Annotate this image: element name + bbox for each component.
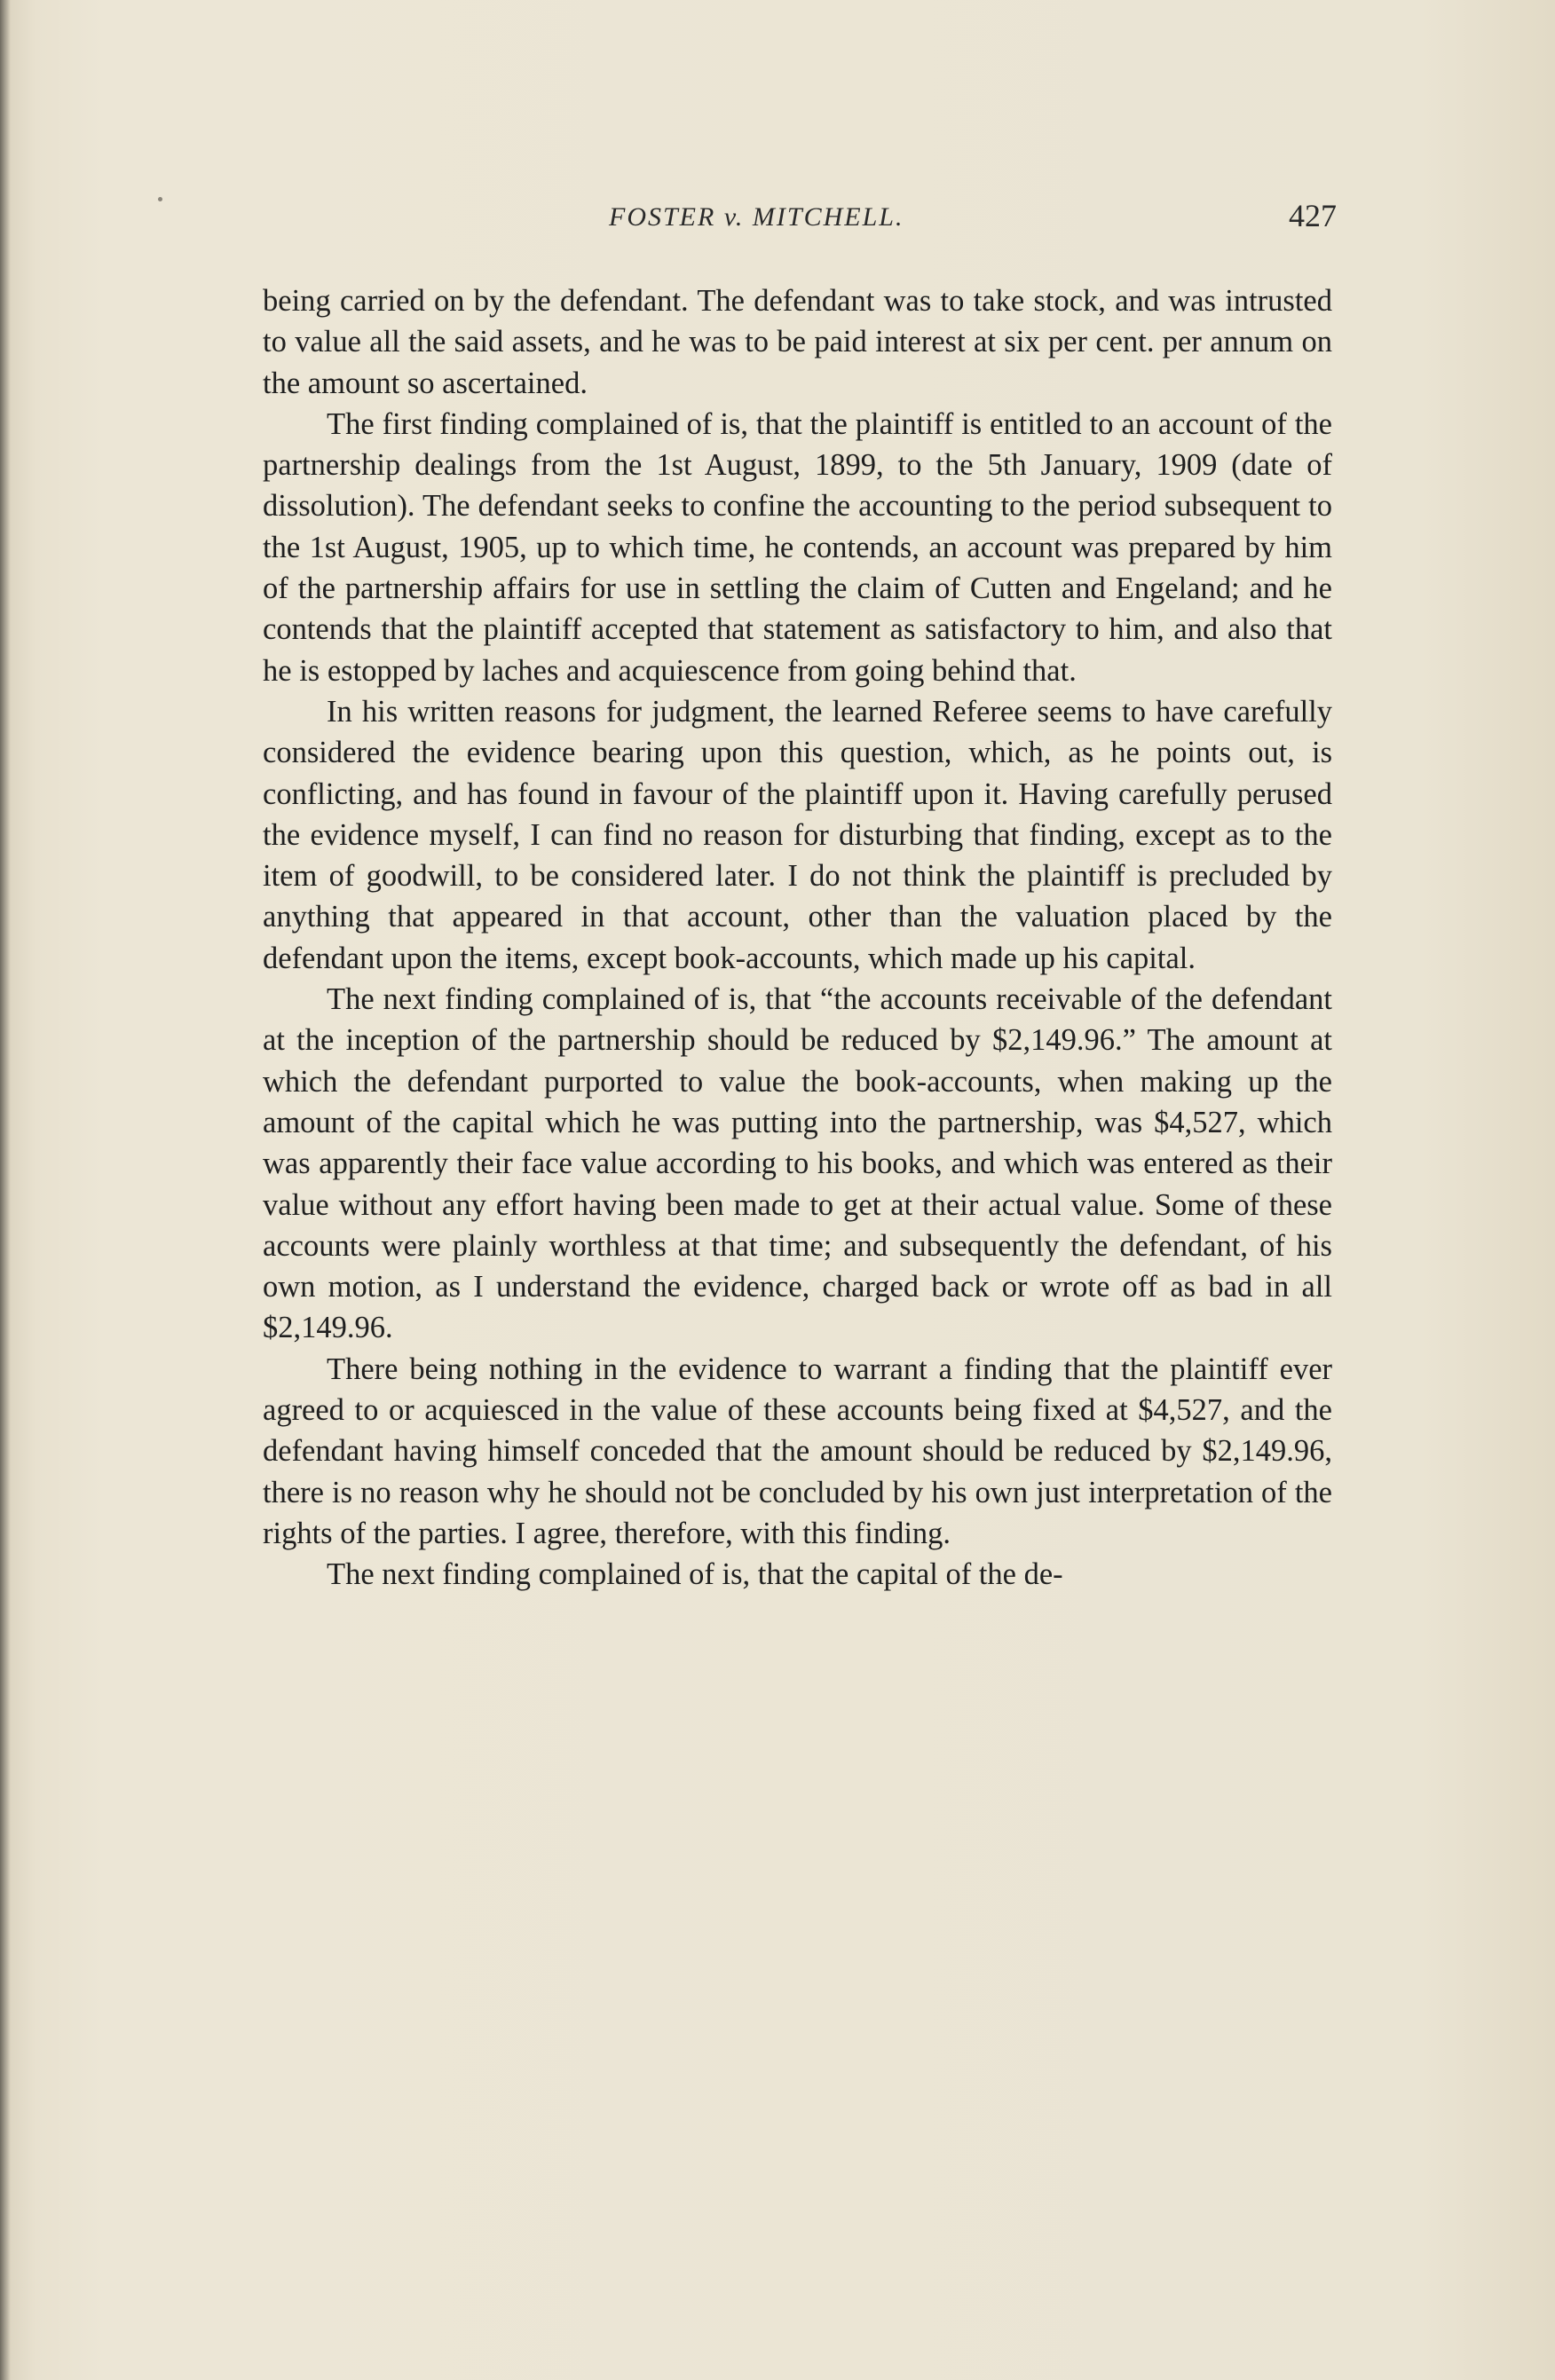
running-title: FOSTER v. MITCHELL.	[609, 202, 904, 232]
speck-mark	[158, 197, 162, 201]
paragraph: In his written reasons for judgment, the learned Referee seems to have carefully considered the evidence bearing upon this question, which, as he points out, is conflicting, and has found in favour of the plaintiff upon it. Having carefully perused the evidence myself, I can find no reason for disturbing that finding, except as to the item of goodwill, to be considered later. I do not think the plaintiff is precluded by anything that appeared in that account, other than the valuation placed by the defendant upon the items, except book-accounts, which made up his capital.	[263, 694, 1332, 975]
page-number: 427	[1289, 198, 1337, 233]
page-header	[263, 197, 1337, 241]
paragraph: being carried on by the defendant. The defendant was to take stock, and was intrusted to value all the said assets, and he was to be paid interest at six per cent. per annum on the amount so ascertained.	[263, 284, 1332, 400]
paragraph: The first finding complained of is, that the plaintiff is entitled to an account of the partnership dealings from the 1st August, 1899, to the 5th January, 1909 (date of dissolution). The defendant seeks to confine the accounting to the period subsequent to the 1st August, 1905, up to which time, he contends, an account was prepared by him of the partnership affairs for use in settling the claim of Cutten and Engeland; and he contends that the plaintiff accepted that statement as satisfactory to him, and also that he is estopped by laches and acquiescence from going behind that.	[263, 406, 1332, 688]
page-spine-edge	[0, 0, 11, 2380]
body-text	[263, 280, 1332, 1596]
paragraph: The next finding complained of is, that the capital of the de-	[327, 1557, 1063, 1592]
paragraph: The next finding complained of is, that “the accounts receivable of the defendant at the inception of the partnership should be reduced by $2,149.96.” The amount at which the defendant purported to value the book-accounts, when making up the amount of the capital which he was putting into the partnership, was $4,527, which was apparently their face value according to his books, and which was entered as their value without any effort having been made to get at their actual value. Some of these accounts were plainly worthless at that time; and subsequently the defendant, of his own motion, as I understand the evidence, charged back or wrote off as bad in all $2,149.96.	[263, 982, 1332, 1345]
paragraph: There being nothing in the evidence to warrant a finding that the plaintiff ever agreed to or acquiesced in the value of these accounts being fixed at $4,527, and the defendant having himself conceded that the amount should be reduced by $2,149.96, there is no reason why he should not be concluded by his own just interpretation of the rights of the parties. I agree, therefore, with this finding.	[263, 1352, 1332, 1550]
